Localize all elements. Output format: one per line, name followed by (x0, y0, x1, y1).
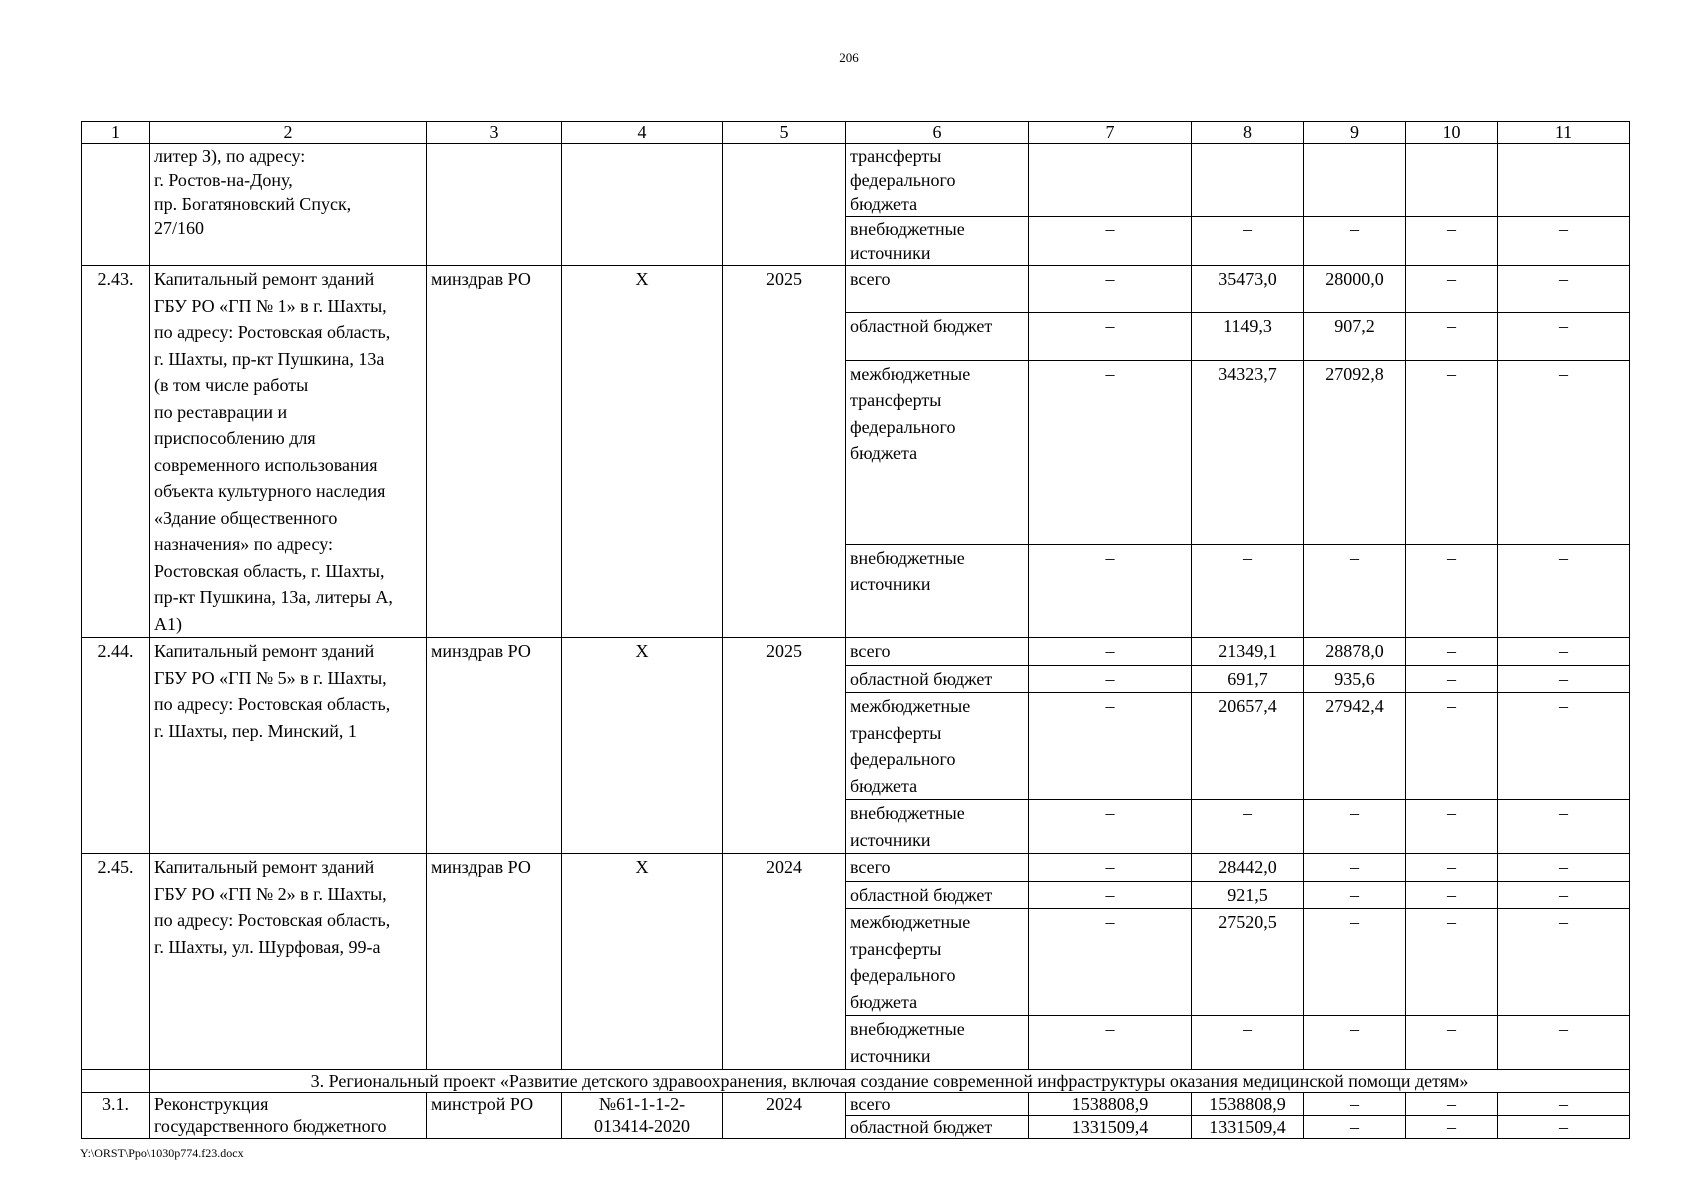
source-cell: внебюджетные источники (846, 217, 1029, 266)
value-cell: 27942,4 (1304, 693, 1406, 800)
header-cell: 8 (1192, 122, 1304, 144)
value-cell: – (1498, 313, 1630, 360)
source-cell: межбюджетные трансферты федерального бюджета (846, 693, 1029, 800)
value-cell: 1331509,4 (1029, 1116, 1192, 1139)
value-cell: – (1498, 266, 1630, 313)
row-number-cell: 2.45. (82, 854, 150, 1070)
value-cell: 1538808,9 (1192, 1093, 1304, 1116)
object-name-cell: Реконструкция государственного бюджетного (150, 1093, 427, 1139)
year-cell (723, 144, 846, 266)
value-cell: – (1029, 800, 1192, 854)
value-cell: – (1304, 1116, 1406, 1139)
source-cell: межбюджетные трансферты федерального бюджета (846, 360, 1029, 544)
value-cell: – (1406, 313, 1498, 360)
section-title: 3. Региональный проект «Развитие детского здравоохранения, включая создание современной инфраструктуры оказания медицинской помощи детям» (150, 1070, 1630, 1093)
header-cell: 7 (1029, 122, 1192, 144)
value-cell: – (1304, 909, 1406, 1016)
value-cell: 35473,0 (1192, 266, 1304, 313)
value-cell: – (1304, 1016, 1406, 1070)
year-cell: 2024 (723, 1093, 846, 1139)
value-cell: 28878,0 (1304, 638, 1406, 666)
source-cell: всего (846, 854, 1029, 882)
row-number-cell (82, 1070, 150, 1093)
header-cell: 3 (427, 122, 562, 144)
source-cell: областной бюджет (846, 665, 1029, 693)
value-cell: – (1406, 854, 1498, 882)
value-cell: – (1304, 217, 1406, 266)
header-cell: 5 (723, 122, 846, 144)
value-cell: – (1029, 360, 1192, 544)
row-number-cell: 2.43. (82, 266, 150, 638)
page-number: 206 (839, 50, 859, 65)
code-cell: Х (562, 854, 723, 1070)
code-cell: Х (562, 266, 723, 638)
value-cell: – (1498, 217, 1630, 266)
value-cell: – (1406, 217, 1498, 266)
value-cell: 28000,0 (1304, 266, 1406, 313)
value-cell: – (1406, 881, 1498, 909)
value-cell: 28442,0 (1192, 854, 1304, 882)
header-cell: 11 (1498, 122, 1630, 144)
value-cell: – (1498, 854, 1630, 882)
executor-cell: минздрав РО (427, 854, 562, 1070)
value-cell: – (1029, 217, 1192, 266)
value-cell (1304, 144, 1406, 217)
header-cell: 6 (846, 122, 1029, 144)
code-cell: №61-1-1-2- 013414-2020 (562, 1093, 723, 1139)
value-cell: – (1498, 1016, 1630, 1070)
value-cell: – (1029, 909, 1192, 1016)
value-cell: – (1406, 1016, 1498, 1070)
header-cell: 4 (562, 122, 723, 144)
source-cell: областной бюджет (846, 1116, 1029, 1139)
value-cell: – (1406, 1116, 1498, 1139)
value-cell: 921,5 (1192, 881, 1304, 909)
value-cell (1498, 144, 1630, 217)
year-cell: 2025 (723, 638, 846, 854)
value-cell (1406, 144, 1498, 217)
source-cell: всего (846, 1093, 1029, 1116)
value-cell: – (1498, 1116, 1630, 1139)
row-number-cell: 3.1. (82, 1093, 150, 1139)
value-cell: – (1406, 693, 1498, 800)
value-cell: – (1304, 881, 1406, 909)
executor-cell: минздрав РО (427, 638, 562, 854)
value-cell: – (1192, 544, 1304, 637)
value-cell (1029, 144, 1192, 217)
value-cell: – (1029, 313, 1192, 360)
value-cell: – (1498, 881, 1630, 909)
table-row (82, 854, 1630, 882)
value-cell: – (1304, 544, 1406, 637)
object-name-cell: Капитальный ремонт зданий ГБУ РО «ГП № 2» в г. Шахты, по адресу: Ростовская область, г. Шахты, ул. Шурфовая, 99-а (150, 854, 427, 1070)
header-row (82, 122, 1630, 144)
value-cell: – (1192, 217, 1304, 266)
value-cell: 21349,1 (1192, 638, 1304, 666)
value-cell: – (1029, 638, 1192, 666)
source-cell: областной бюджет (846, 313, 1029, 360)
section-row (82, 1070, 1630, 1093)
value-cell: – (1029, 544, 1192, 637)
code-cell: Х (562, 638, 723, 854)
value-cell: 34323,7 (1192, 360, 1304, 544)
source-cell: всего (846, 638, 1029, 666)
header-cell: 1 (82, 122, 150, 144)
value-cell: – (1406, 800, 1498, 854)
value-cell: – (1498, 909, 1630, 1016)
value-cell: – (1029, 665, 1192, 693)
value-cell: – (1498, 665, 1630, 693)
footer-file-path: Y:\ORST\Ppo\1030p774.f23.docx (80, 1146, 244, 1160)
source-cell: внебюджетные источники (846, 800, 1029, 854)
header-cell: 2 (150, 122, 427, 144)
value-cell (1192, 144, 1304, 217)
row-number-cell (82, 144, 150, 266)
value-cell: – (1029, 881, 1192, 909)
value-cell: – (1304, 854, 1406, 882)
value-cell: – (1498, 693, 1630, 800)
table-row (82, 1093, 1630, 1116)
object-name-cell: литер З), по адресу: г. Ростов-на-Дону, пр. Богатяновский Спуск, 27/160 (150, 144, 427, 266)
value-cell: 691,7 (1192, 665, 1304, 693)
value-cell: – (1498, 544, 1630, 637)
source-cell: межбюджетные трансферты федерального бюджета (846, 909, 1029, 1016)
source-cell: трансферты федерального бюджета (846, 144, 1029, 217)
value-cell: – (1029, 854, 1192, 882)
object-name-cell: Капитальный ремонт зданий ГБУ РО «ГП № 5» в г. Шахты, по адресу: Ростовская область, г. Шахты, пер. Минский, 1 (150, 638, 427, 854)
value-cell: 27092,8 (1304, 360, 1406, 544)
value-cell: – (1192, 800, 1304, 854)
executor-cell (427, 144, 562, 266)
value-cell: – (1406, 266, 1498, 313)
executor-cell: минстрой РО (427, 1093, 562, 1139)
year-cell: 2024 (723, 854, 846, 1070)
year-cell: 2025 (723, 266, 846, 638)
value-cell: – (1406, 665, 1498, 693)
value-cell: – (1406, 909, 1498, 1016)
value-cell: – (1304, 800, 1406, 854)
value-cell: – (1498, 800, 1630, 854)
table-row (82, 144, 1630, 217)
value-cell: – (1406, 544, 1498, 637)
value-cell: – (1192, 1016, 1304, 1070)
value-cell: 1149,3 (1192, 313, 1304, 360)
value-cell: – (1406, 638, 1498, 666)
value-cell: – (1406, 1093, 1498, 1116)
header-cell: 9 (1304, 122, 1406, 144)
value-cell: – (1304, 1093, 1406, 1116)
value-cell: 27520,5 (1192, 909, 1304, 1016)
header-cell: 10 (1406, 122, 1498, 144)
source-cell: внебюджетные источники (846, 1016, 1029, 1070)
value-cell: 935,6 (1304, 665, 1406, 693)
value-cell: 20657,4 (1192, 693, 1304, 800)
value-cell: – (1498, 638, 1630, 666)
value-cell: – (1498, 360, 1630, 544)
value-cell: – (1029, 266, 1192, 313)
value-cell: 907,2 (1304, 313, 1406, 360)
source-cell: областной бюджет (846, 881, 1029, 909)
code-cell (562, 144, 723, 266)
executor-cell: минздрав РО (427, 266, 562, 638)
source-cell: внебюджетные источники (846, 544, 1029, 637)
value-cell: 1331509,4 (1192, 1116, 1304, 1139)
value-cell: – (1406, 360, 1498, 544)
value-cell: – (1498, 1093, 1630, 1116)
source-cell: всего (846, 266, 1029, 313)
value-cell: – (1029, 693, 1192, 800)
table-row (82, 266, 1630, 313)
row-number-cell: 2.44. (82, 638, 150, 854)
budget-table (81, 121, 1630, 1139)
value-cell: – (1029, 1016, 1192, 1070)
value-cell: 1538808,9 (1029, 1093, 1192, 1116)
object-name-cell: Капитальный ремонт зданий ГБУ РО «ГП № 1» в г. Шахты, по адресу: Ростовская область, г. Шахты, пр-кт Пушкина, 13а (в том числе работы по реставрации и приспособлению для современного использования объекта культурного наследия «Здание общественного назначения» по адресу: Ростовская область, г. Шахты, пр-кт Пушкина, 13а, литеры А, А1) (150, 266, 427, 638)
table-row (82, 638, 1630, 666)
